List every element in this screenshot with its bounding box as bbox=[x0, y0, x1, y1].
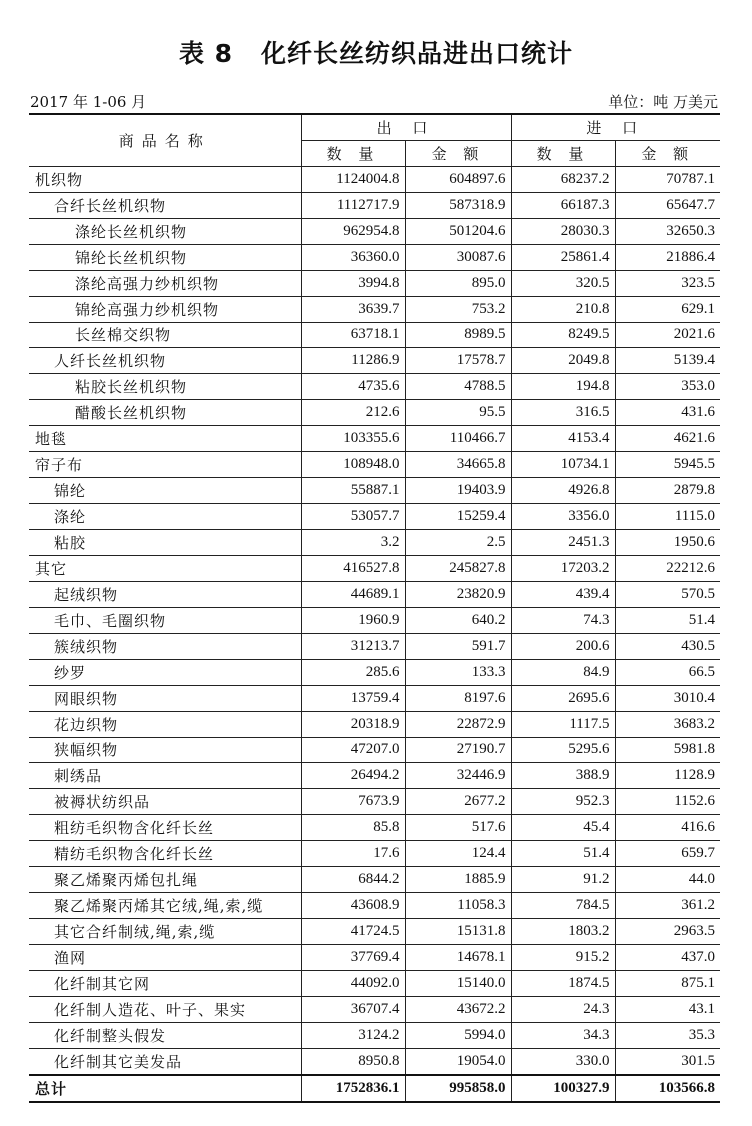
cell-import-amount: 51.4 bbox=[615, 607, 720, 633]
cell-export-qty: 8950.8 bbox=[301, 1048, 405, 1074]
table-row bbox=[29, 374, 720, 400]
table-header bbox=[29, 114, 720, 166]
header-import: 进 口 bbox=[511, 114, 720, 140]
cell-export-amount: 19054.0 bbox=[405, 1048, 511, 1074]
cell-export-qty: 1112717.9 bbox=[301, 192, 405, 218]
cell-export-amount: 640.2 bbox=[405, 607, 511, 633]
cell-name: 合纤长丝机织物 bbox=[29, 192, 301, 218]
cell-export-qty: 17.6 bbox=[301, 841, 405, 867]
cell-export-qty: 53057.7 bbox=[301, 504, 405, 530]
cell-import-amount: 65647.7 bbox=[615, 192, 720, 218]
cell-export-qty: 3639.7 bbox=[301, 296, 405, 322]
cell-import-qty: 66187.3 bbox=[511, 192, 615, 218]
cell-import-amount: 66.5 bbox=[615, 659, 720, 685]
cell-export-amount: 2677.2 bbox=[405, 789, 511, 815]
table-row bbox=[29, 607, 720, 633]
cell-name: 其它 bbox=[29, 555, 301, 581]
cell-import-qty: 68237.2 bbox=[511, 166, 615, 192]
cell-name: 总计 bbox=[29, 1075, 301, 1102]
cell-name: 狭幅织物 bbox=[29, 737, 301, 763]
cell-import-amount: 70787.1 bbox=[615, 166, 720, 192]
cell-import-qty: 320.5 bbox=[511, 270, 615, 296]
cell-import-qty: 194.8 bbox=[511, 374, 615, 400]
cell-name: 涤纶高强力纱机织物 bbox=[29, 270, 301, 296]
cell-export-qty: 416527.8 bbox=[301, 555, 405, 581]
cell-name: 刺绣品 bbox=[29, 763, 301, 789]
table-row bbox=[29, 893, 720, 919]
cell-import-amount: 5139.4 bbox=[615, 348, 720, 374]
cell-name: 帘子布 bbox=[29, 452, 301, 478]
table-row bbox=[29, 737, 720, 763]
cell-export-amount: 1885.9 bbox=[405, 867, 511, 893]
cell-import-amount: 416.6 bbox=[615, 815, 720, 841]
cell-import-amount: 301.5 bbox=[615, 1048, 720, 1074]
table-row bbox=[29, 789, 720, 815]
cell-import-qty: 330.0 bbox=[511, 1048, 615, 1074]
cell-export-qty: 37769.4 bbox=[301, 945, 405, 971]
period-label: 2017 年 1-06 月 bbox=[30, 93, 147, 111]
table-row bbox=[29, 166, 720, 192]
cell-export-amount: 245827.8 bbox=[405, 555, 511, 581]
cell-name: 机织物 bbox=[29, 166, 301, 192]
cell-import-qty: 84.9 bbox=[511, 659, 615, 685]
header-export-qty: 数 量 bbox=[301, 140, 405, 166]
cell-import-qty: 5295.6 bbox=[511, 737, 615, 763]
cell-import-qty: 2049.8 bbox=[511, 348, 615, 374]
table-body bbox=[29, 166, 720, 1101]
cell-import-amount: 2963.5 bbox=[615, 919, 720, 945]
table-row bbox=[29, 970, 720, 996]
table-row bbox=[29, 685, 720, 711]
cell-import-amount: 2021.6 bbox=[615, 322, 720, 348]
cell-name: 化纤制其它网 bbox=[29, 970, 301, 996]
cell-import-qty: 74.3 bbox=[511, 607, 615, 633]
table-number: 表 8 bbox=[178, 39, 234, 68]
table-row bbox=[29, 1022, 720, 1048]
cell-name: 粗纺毛织物含化纤长丝 bbox=[29, 815, 301, 841]
cell-import-qty: 210.8 bbox=[511, 296, 615, 322]
cell-import-amount: 1128.9 bbox=[615, 763, 720, 789]
cell-export-qty: 3.2 bbox=[301, 530, 405, 556]
cell-export-amount: 587318.9 bbox=[405, 192, 511, 218]
cell-import-qty: 34.3 bbox=[511, 1022, 615, 1048]
header-import-qty: 数 量 bbox=[511, 140, 615, 166]
cell-export-qty: 103355.6 bbox=[301, 426, 405, 452]
cell-name: 醋酸长丝机织物 bbox=[29, 400, 301, 426]
cell-name: 锦纶 bbox=[29, 478, 301, 504]
cell-name: 化纤制人造花、叶子、果实 bbox=[29, 996, 301, 1022]
cell-import-qty: 388.9 bbox=[511, 763, 615, 789]
cell-export-amount: 15140.0 bbox=[405, 970, 511, 996]
cell-export-qty: 3124.2 bbox=[301, 1022, 405, 1048]
cell-name: 聚乙烯聚丙烯其它绒,绳,索,缆 bbox=[29, 893, 301, 919]
cell-export-amount: 895.0 bbox=[405, 270, 511, 296]
cell-import-amount: 431.6 bbox=[615, 400, 720, 426]
cell-name: 粘胶长丝机织物 bbox=[29, 374, 301, 400]
table-row bbox=[29, 659, 720, 685]
cell-export-qty: 6844.2 bbox=[301, 867, 405, 893]
cell-import-amount: 5945.5 bbox=[615, 452, 720, 478]
table-row bbox=[29, 1048, 720, 1074]
cell-export-qty: 108948.0 bbox=[301, 452, 405, 478]
cell-import-qty: 439.4 bbox=[511, 581, 615, 607]
cell-import-amount: 3683.2 bbox=[615, 711, 720, 737]
cell-export-amount: 17578.7 bbox=[405, 348, 511, 374]
cell-name: 涤纶长丝机织物 bbox=[29, 218, 301, 244]
cell-import-amount: 570.5 bbox=[615, 581, 720, 607]
cell-export-amount: 34665.8 bbox=[405, 452, 511, 478]
table-row bbox=[29, 218, 720, 244]
cell-import-qty: 4926.8 bbox=[511, 478, 615, 504]
cell-export-amount: 27190.7 bbox=[405, 737, 511, 763]
cell-export-amount: 23820.9 bbox=[405, 581, 511, 607]
cell-export-qty: 11286.9 bbox=[301, 348, 405, 374]
cell-export-qty: 47207.0 bbox=[301, 737, 405, 763]
cell-export-qty: 41724.5 bbox=[301, 919, 405, 945]
cell-export-amount: 32446.9 bbox=[405, 763, 511, 789]
cell-name: 纱罗 bbox=[29, 659, 301, 685]
table-row bbox=[29, 996, 720, 1022]
table-row bbox=[29, 919, 720, 945]
cell-import-qty: 51.4 bbox=[511, 841, 615, 867]
cell-export-qty: 1752836.1 bbox=[301, 1075, 405, 1102]
cell-name: 粘胶 bbox=[29, 530, 301, 556]
cell-export-amount: 133.3 bbox=[405, 659, 511, 685]
cell-name: 化纤制其它美发品 bbox=[29, 1048, 301, 1074]
table-row bbox=[29, 322, 720, 348]
cell-name: 渔网 bbox=[29, 945, 301, 971]
cell-import-amount: 21886.4 bbox=[615, 244, 720, 270]
cell-export-amount: 8989.5 bbox=[405, 322, 511, 348]
cell-export-qty: 3994.8 bbox=[301, 270, 405, 296]
cell-export-amount: 110466.7 bbox=[405, 426, 511, 452]
cell-export-qty: 7673.9 bbox=[301, 789, 405, 815]
cell-import-qty: 4153.4 bbox=[511, 426, 615, 452]
cell-import-amount: 361.2 bbox=[615, 893, 720, 919]
cell-name: 锦纶长丝机织物 bbox=[29, 244, 301, 270]
table-row bbox=[29, 192, 720, 218]
cell-import-qty: 3356.0 bbox=[511, 504, 615, 530]
table-row bbox=[29, 244, 720, 270]
cell-import-amount: 43.1 bbox=[615, 996, 720, 1022]
cell-import-qty: 24.3 bbox=[511, 996, 615, 1022]
cell-export-amount: 15131.8 bbox=[405, 919, 511, 945]
cell-import-qty: 91.2 bbox=[511, 867, 615, 893]
table-row bbox=[29, 763, 720, 789]
cell-export-qty: 36360.0 bbox=[301, 244, 405, 270]
cell-name: 人纤长丝机织物 bbox=[29, 348, 301, 374]
cell-import-qty: 2451.3 bbox=[511, 530, 615, 556]
cell-export-qty: 13759.4 bbox=[301, 685, 405, 711]
cell-name: 聚乙烯聚丙烯包扎绳 bbox=[29, 867, 301, 893]
cell-export-qty: 43608.9 bbox=[301, 893, 405, 919]
cell-export-amount: 22872.9 bbox=[405, 711, 511, 737]
cell-name: 其它合纤制绒,绳,索,缆 bbox=[29, 919, 301, 945]
cell-export-amount: 501204.6 bbox=[405, 218, 511, 244]
cell-export-amount: 124.4 bbox=[405, 841, 511, 867]
cell-import-qty: 1803.2 bbox=[511, 919, 615, 945]
cell-import-qty: 2695.6 bbox=[511, 685, 615, 711]
cell-export-qty: 85.8 bbox=[301, 815, 405, 841]
cell-name: 地毯 bbox=[29, 426, 301, 452]
cell-export-amount: 2.5 bbox=[405, 530, 511, 556]
cell-import-amount: 32650.3 bbox=[615, 218, 720, 244]
cell-import-qty: 25861.4 bbox=[511, 244, 615, 270]
cell-export-qty: 20318.9 bbox=[301, 711, 405, 737]
cell-import-amount: 2879.8 bbox=[615, 478, 720, 504]
unit-label: 单位：吨 万美元 bbox=[608, 93, 718, 111]
table-row bbox=[29, 945, 720, 971]
cell-export-qty: 285.6 bbox=[301, 659, 405, 685]
cell-export-amount: 591.7 bbox=[405, 633, 511, 659]
cell-import-amount: 35.3 bbox=[615, 1022, 720, 1048]
cell-export-amount: 15259.4 bbox=[405, 504, 511, 530]
cell-import-amount: 659.7 bbox=[615, 841, 720, 867]
table-title-text: 化纤长丝纺织品进出口统计 bbox=[261, 39, 574, 68]
cell-export-amount: 14678.1 bbox=[405, 945, 511, 971]
table-row bbox=[29, 348, 720, 374]
cell-export-qty: 63718.1 bbox=[301, 322, 405, 348]
table-row bbox=[29, 555, 720, 581]
table-title bbox=[0, 34, 752, 70]
cell-export-amount: 11058.3 bbox=[405, 893, 511, 919]
cell-export-amount: 5994.0 bbox=[405, 1022, 511, 1048]
cell-import-qty: 45.4 bbox=[511, 815, 615, 841]
table-row bbox=[29, 400, 720, 426]
table-row bbox=[29, 270, 720, 296]
cell-import-qty: 10734.1 bbox=[511, 452, 615, 478]
cell-import-amount: 430.5 bbox=[615, 633, 720, 659]
cell-import-amount: 3010.4 bbox=[615, 685, 720, 711]
cell-name: 长丝棉交织物 bbox=[29, 322, 301, 348]
cell-import-amount: 437.0 bbox=[615, 945, 720, 971]
header-name: 商品名称 bbox=[29, 114, 301, 166]
cell-import-amount: 353.0 bbox=[615, 374, 720, 400]
cell-import-qty: 100327.9 bbox=[511, 1075, 615, 1102]
cell-import-qty: 1874.5 bbox=[511, 970, 615, 996]
cell-import-qty: 1117.5 bbox=[511, 711, 615, 737]
cell-export-amount: 4788.5 bbox=[405, 374, 511, 400]
cell-export-qty: 26494.2 bbox=[301, 763, 405, 789]
cell-import-amount: 629.1 bbox=[615, 296, 720, 322]
cell-export-amount: 19403.9 bbox=[405, 478, 511, 504]
table-row bbox=[29, 296, 720, 322]
cell-import-amount: 22212.6 bbox=[615, 555, 720, 581]
cell-import-amount: 5981.8 bbox=[615, 737, 720, 763]
cell-import-qty: 952.3 bbox=[511, 789, 615, 815]
cell-import-amount: 1115.0 bbox=[615, 504, 720, 530]
table-row bbox=[29, 478, 720, 504]
table-row bbox=[29, 867, 720, 893]
table-row bbox=[29, 841, 720, 867]
header-export-amount: 金 额 bbox=[405, 140, 511, 166]
cell-import-amount: 1950.6 bbox=[615, 530, 720, 556]
cell-export-qty: 31213.7 bbox=[301, 633, 405, 659]
cell-name: 起绒织物 bbox=[29, 581, 301, 607]
cell-export-amount: 753.2 bbox=[405, 296, 511, 322]
cell-import-amount: 4621.6 bbox=[615, 426, 720, 452]
cell-name: 毛巾、毛圈织物 bbox=[29, 607, 301, 633]
cell-export-qty: 44689.1 bbox=[301, 581, 405, 607]
cell-export-qty: 4735.6 bbox=[301, 374, 405, 400]
cell-name: 网眼织物 bbox=[29, 685, 301, 711]
cell-export-amount: 604897.6 bbox=[405, 166, 511, 192]
table-row bbox=[29, 452, 720, 478]
total-row bbox=[29, 1075, 720, 1102]
table-row bbox=[29, 426, 720, 452]
cell-import-qty: 8249.5 bbox=[511, 322, 615, 348]
cell-import-qty: 316.5 bbox=[511, 400, 615, 426]
cell-import-amount: 44.0 bbox=[615, 867, 720, 893]
cell-name: 精纺毛织物含化纤长丝 bbox=[29, 841, 301, 867]
trade-table bbox=[29, 113, 720, 1103]
cell-import-amount: 1152.6 bbox=[615, 789, 720, 815]
cell-export-amount: 8197.6 bbox=[405, 685, 511, 711]
cell-export-qty: 1124004.8 bbox=[301, 166, 405, 192]
cell-import-qty: 200.6 bbox=[511, 633, 615, 659]
cell-name: 锦纶高强力纱机织物 bbox=[29, 296, 301, 322]
table-row bbox=[29, 581, 720, 607]
cell-import-amount: 875.1 bbox=[615, 970, 720, 996]
cell-import-qty: 784.5 bbox=[511, 893, 615, 919]
table-row bbox=[29, 711, 720, 737]
cell-export-qty: 36707.4 bbox=[301, 996, 405, 1022]
cell-export-amount: 517.6 bbox=[405, 815, 511, 841]
header-import-amount: 金 额 bbox=[615, 140, 720, 166]
cell-export-amount: 30087.6 bbox=[405, 244, 511, 270]
header-export: 出 口 bbox=[301, 114, 511, 140]
cell-export-qty: 212.6 bbox=[301, 400, 405, 426]
cell-name: 被褥状纺织品 bbox=[29, 789, 301, 815]
cell-import-qty: 28030.3 bbox=[511, 218, 615, 244]
cell-name: 化纤制整头假发 bbox=[29, 1022, 301, 1048]
cell-export-qty: 1960.9 bbox=[301, 607, 405, 633]
cell-export-qty: 55887.1 bbox=[301, 478, 405, 504]
cell-import-amount: 103566.8 bbox=[615, 1075, 720, 1102]
table-row bbox=[29, 633, 720, 659]
cell-name: 涤纶 bbox=[29, 504, 301, 530]
cell-name: 花边织物 bbox=[29, 711, 301, 737]
table-row bbox=[29, 504, 720, 530]
table-row bbox=[29, 530, 720, 556]
cell-export-qty: 44092.0 bbox=[301, 970, 405, 996]
cell-import-amount: 323.5 bbox=[615, 270, 720, 296]
cell-export-amount: 995858.0 bbox=[405, 1075, 511, 1102]
cell-import-qty: 17203.2 bbox=[511, 555, 615, 581]
cell-import-qty: 915.2 bbox=[511, 945, 615, 971]
cell-export-qty: 962954.8 bbox=[301, 218, 405, 244]
cell-export-amount: 43672.2 bbox=[405, 996, 511, 1022]
cell-name: 簇绒织物 bbox=[29, 633, 301, 659]
table-row bbox=[29, 815, 720, 841]
cell-export-amount: 95.5 bbox=[405, 400, 511, 426]
